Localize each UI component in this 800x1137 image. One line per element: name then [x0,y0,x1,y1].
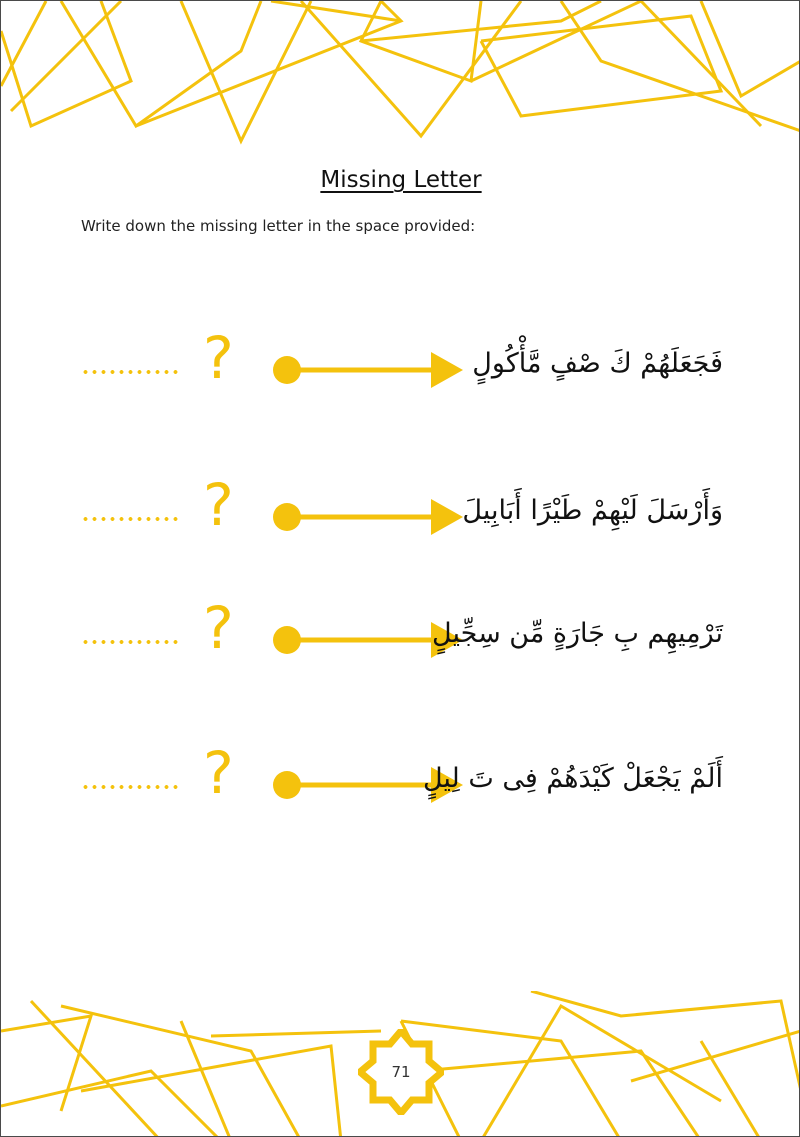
answer-dotted-line[interactable] [81,370,181,374]
question-mark-icon: ? [203,324,234,392]
exercise-row [1,596,800,686]
quran-verse: أَلَمْ يَجْعَلْ كَيْدَهُمْ فِى تَ لِيلٍ [422,763,723,794]
answer-dotted-line[interactable] [81,517,181,521]
quran-verse: تَرْمِيهِم بِ جَارَةٍ مِّن سِجِّيلٍ [432,618,723,649]
quran-verse: وَأَرْسَلَ لَيْهِمْ طَيْرًا أَبَابِيلَ [462,495,723,526]
arrow-right-icon [271,350,466,390]
instructions-text: Write down the missing letter in the space provided: [81,217,476,235]
question-mark-icon: ? [203,739,234,807]
exercise-row [1,741,800,831]
quran-verse: فَجَعَلَهُمْ كَ صْفٍ مَّأْكُولٍ [472,348,723,379]
answer-dotted-line[interactable] [81,640,181,644]
question-mark-icon: ? [203,594,234,662]
question-mark-icon: ? [203,471,234,539]
answer-dotted-line[interactable] [81,785,181,789]
page-number: 71 [391,1063,411,1081]
page-title: Missing Letter [320,167,482,193]
arrow-right-icon [271,497,466,537]
exercise-row [1,473,800,563]
exercise-row [1,326,800,416]
top-geometric-decoration [1,1,800,151]
